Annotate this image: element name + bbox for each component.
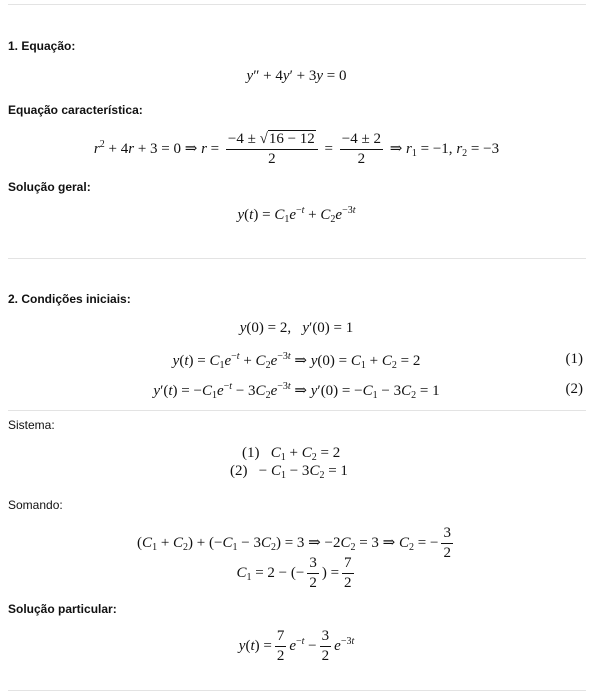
section-divider	[8, 258, 586, 259]
particular-fraction-1: $\frac{7}{2}$	[276, 628, 285, 664]
system-row-1: (1) $C_1 + C_2 = 2$	[242, 445, 341, 463]
particular-solution-label: Solução particular:	[8, 602, 117, 616]
general-solution: $y(t) = C_1e^{-t} + C_2e^{-3t}$	[237, 205, 356, 225]
derivation-line-1: $y(t) = C_1e^{-t} + C_2e^{-3t}$ ⇒ $y(0) = C_1 + C_2 = 2$	[172, 351, 421, 371]
system-row-2: $(2) - C_1 - 3C_2 = 1$	[230, 463, 348, 481]
section1-title: 1. Equação:	[8, 39, 76, 53]
inner-divider	[8, 410, 586, 411]
section2-title: 2. Condições iniciais:	[8, 292, 131, 306]
ode-equation: y″ + 4y′ + 3y = 0	[246, 68, 347, 84]
characteristic-label: Equação característica:	[8, 103, 143, 117]
initial-conditions: y(0) = 2, y′(0) = 1	[239, 320, 354, 336]
equation-tag-2: (2)	[565, 381, 583, 397]
bottom-divider	[8, 690, 586, 691]
c1-result-fraction: $\frac{7}{2}$	[344, 555, 352, 591]
equation-tag-1: (1)	[565, 351, 583, 367]
particular-fraction-2: $\frac{3}{2}$	[321, 628, 330, 664]
simplified-fraction: $\frac{-4 \pm 2}{2}$	[341, 131, 381, 167]
quadratic-fraction: $\frac{-4 \pm √16 - 12}{2}$	[226, 131, 318, 168]
top-divider	[8, 4, 586, 5]
general-solution-label: Solução geral:	[8, 180, 91, 194]
sum-equation: $(C_1 + C_2) + (-C_1 - 3C_2) = 3$ ⇒ $-2C_2 = 3$ ⇒ $C_2$ = − $\frac{3}{2}$	[137, 525, 451, 561]
particular-solution: y(t) = $\frac{7}{2}$ $e^{-t}$ − $\frac{3}{2}$ $e^{-3t}$	[238, 628, 355, 664]
sum-label: Somando:	[8, 498, 63, 512]
c1-equation: $C_1 = 2$ − (− $\frac{3}{2}$ ) = $\frac{7}{2}$	[236, 555, 352, 591]
c1-inner-fraction: $\frac{3}{2}$	[309, 555, 317, 591]
characteristic-equation: $r^2 + 4r + 3 = 0$ ⇒ r = $\frac{-4 \pm √16 - 12}{2}$ = $\frac{-4 \pm 2}{2}$ ⇒ $r_1 = -1$, $r_2 = -3$	[93, 131, 500, 167]
derivation-line-2: $y'(t) = -C_1e^{-t} - 3C_2e^{-3t}$ ⇒ $y'(0) = -C_1 - 3C_2 = 1$	[153, 381, 440, 401]
c2-fraction: $\frac{3}{2}$	[443, 525, 451, 561]
system-label: Sistema:	[8, 418, 55, 432]
